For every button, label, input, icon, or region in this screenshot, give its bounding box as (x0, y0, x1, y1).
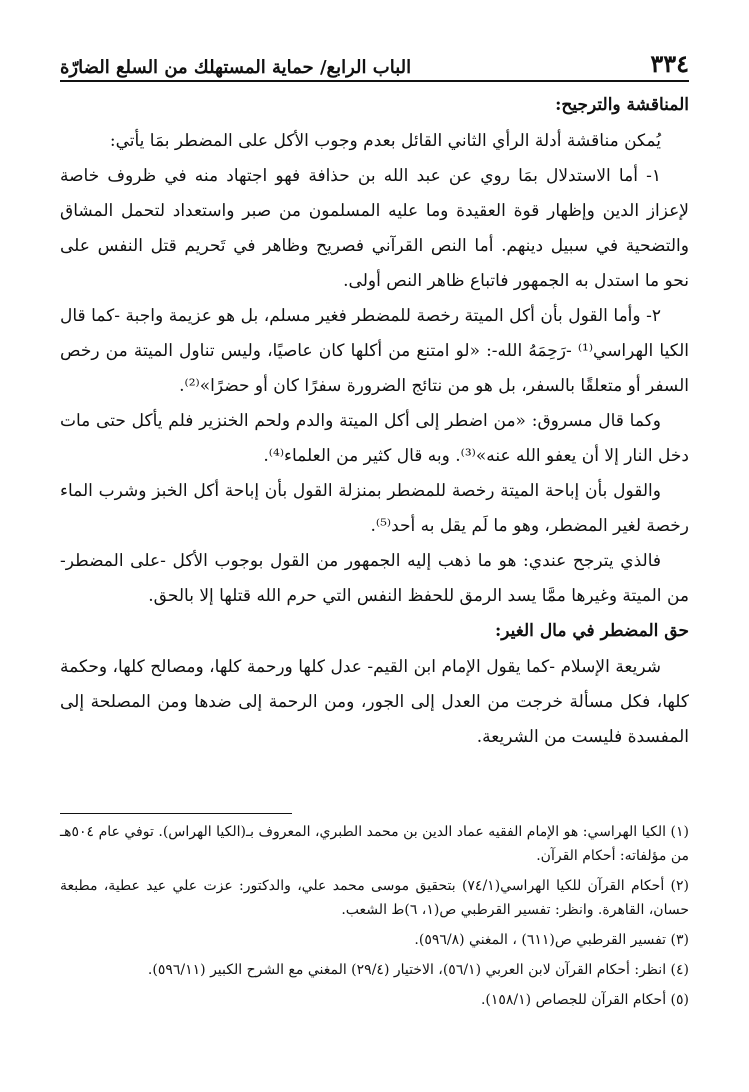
footnote-3: (٣) تفسير القرطبي ص(٦١١) ، المغني (٥٩٦/٨). (414, 932, 689, 948)
running-title: الباب الرابع/ حماية المستهلك من السلع الضارّة (60, 57, 412, 78)
page-number: ٣٣٤ (650, 49, 689, 78)
paragraph-intro: يُمكن مناقشة أدلة الرأي الثاني القائل بعدم وجوب الأكل على المضطر بمَا يأتي: (109, 131, 661, 151)
paragraph-sharia: شريعة الإسلام -كما يقول الإمام ابن القيم- عدل كلها ورحمة كلها، ومصالح كلها، وحكمة كلها، فكل مسألة خرجت من العدل إلى الجور، ومن الرحمة إلى ضدها ومن المصلحة إلى المفسدة فليست من الشريعة. (60, 657, 689, 747)
section-heading-discussion: المناقشة والترجيح: (555, 95, 689, 115)
footnote-divider (60, 813, 292, 814)
footnote-1: (١) الكيا الهراسي: هو الإمام الفقيه عماد الدين بن محمد الطبري، المعروف بـ(الكيا الهراس). توفي عام ٥٠٤هـ من مؤلفاته: أحكام القرآن. (60, 824, 689, 864)
main-text (60, 90, 689, 755)
paragraph-masruq: وكما قال مسروق: «من اضطر إلى أكل الميتة والدم ولحم الخنزير فلم يأكل حتى مات دخل النار إلا أن يعفو الله عنه»⁽³⁾. وبه قال كثير من العلماء⁽⁴⁾. (60, 411, 689, 466)
section-heading-right-of-necessitous: حق المضطر في مال الغير: (495, 621, 689, 641)
footnotes (60, 820, 689, 1012)
header-divider (60, 80, 689, 82)
paragraph-point-2: ٢- وأما القول بأن أكل الميتة رخصة للمضطر فغير مسلم، بل هو عزيمة واجبة -كما قال الكيا الهراسي⁽¹⁾ -رَحِمَهُ الله-: «لو امتنع من أكلها كان عاصيًا، وليس تناول الميتة من رخص السفر أو متعلقًا بالسفر، بل هو من نتائج الضرورة سفرًا كان أو حضرًا»⁽²⁾. (60, 306, 689, 396)
paragraph-conclusion: فالذي يترجح عندي: هو ما ذهب إليه الجمهور من القول بوجوب الأكل -على المضطر- من الميتة وغيرها ممَّا يسد الرمق للحفظ النفس التي حرم الله قتلها إلا بالحق. (60, 551, 689, 606)
footnote-5: (٥) أحكام القرآن للجصاص (١٥٨/١). (480, 992, 689, 1008)
footnote-2: (٢) أحكام القرآن للكيا الهراسي(٧٤/١) بتحقيق موسى محمد علي، والدكتور: عزت علي عيد عطية، مطبعة حسان، القاهرة. وانظر: تفسير القرطبي ص(١، ٦)ط الشعب. (60, 878, 689, 918)
page-header (60, 44, 689, 78)
footnote-4: (٤) انظر: أحكام القرآن لابن العربي (٥٦/١)، الاختيار (٢٩/٤) المغني مع الشرح الكبير (٥٩٦/١١). (147, 962, 689, 978)
paragraph-analogy: والقول بأن إباحة الميتة رخصة للمضطر بمنزلة القول بأن إباحة أكل الخبز وشرب الماء رخصة لغير المضطر، وهو ما لَم يقل به أحد⁽⁵⁾. (60, 481, 689, 536)
paragraph-point-1: ١- أما الاستدلال بمَا روي عن عبد الله بن حذافة فهو اجتهاد منه في ظروف خاصة لإعزاز الدين وإظهار قوة العقيدة وما عليه المسلمون من صبر واستعداد لتحمل المشاق والتضحية في سبيل دينهم. أما النص القرآني فصريح وظاهر في تَحريم قتل النفس على نحو ما استدل به الجمهور فاتباع ظاهر النص أولى. (60, 166, 689, 291)
